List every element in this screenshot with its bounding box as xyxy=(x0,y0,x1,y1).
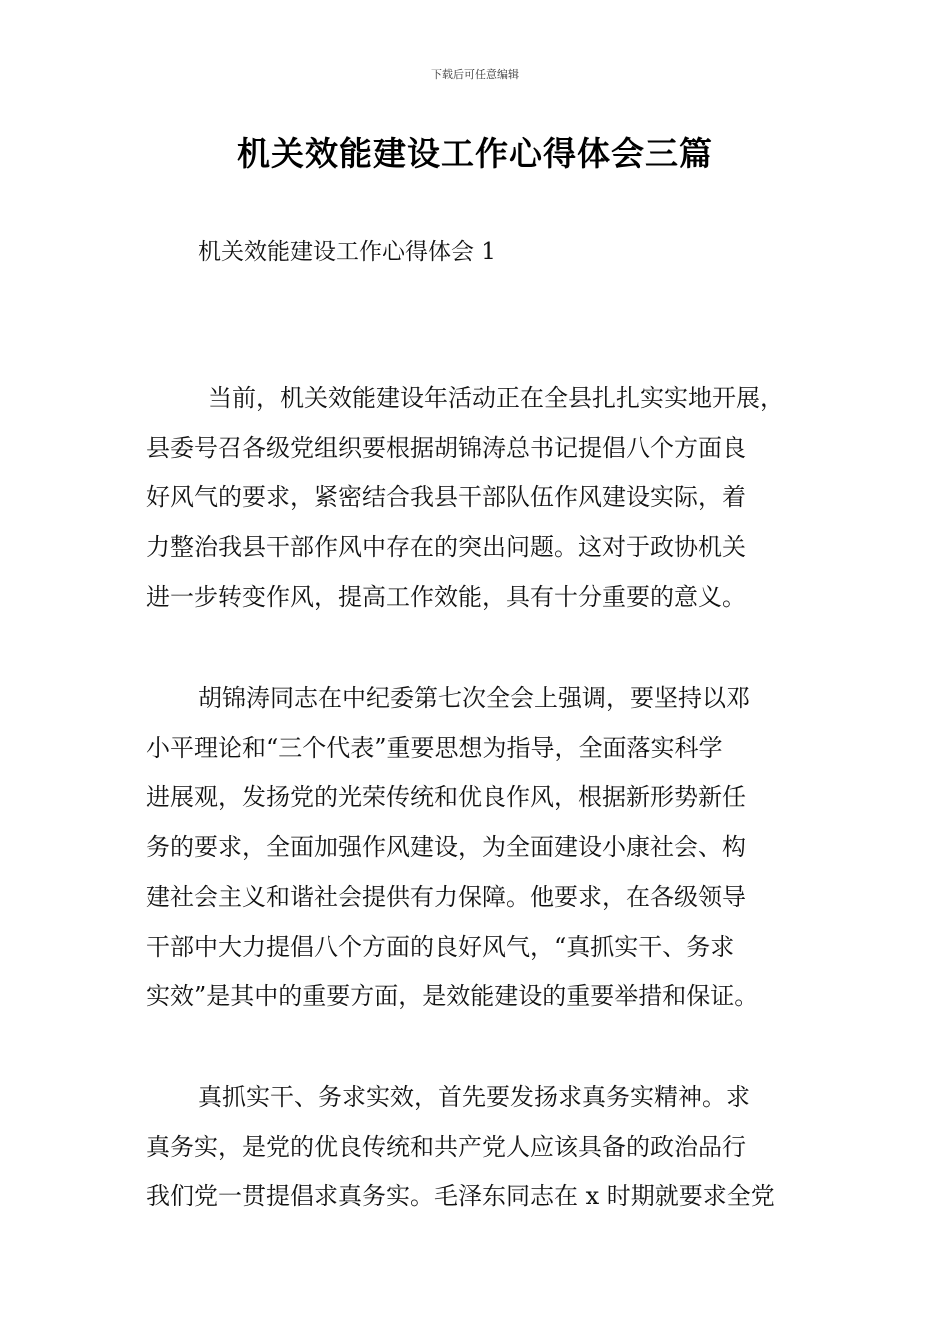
paragraph-line: 小平理论和“三个代表”重要思想为指导，全面落实科学 xyxy=(146,733,723,762)
paragraph-2 xyxy=(146,674,816,1022)
paragraph-line: 真抓实干、务求实效，首先要发扬求真务实精神。求 xyxy=(198,1083,750,1111)
paragraph-line: 务的要求，全面加强作风建设，为全面建设小康社会、构 xyxy=(146,833,746,862)
paragraph-1 xyxy=(146,374,816,623)
paragraph-line: 进一步转变作风，提高工作效能，具有十分重要的意义。 xyxy=(146,582,746,611)
paragraph-line: 实效”是其中的重要方面，是效能建设的重要举措和保证。 xyxy=(146,982,759,1011)
paragraph-line: 当前，机关效能建设年活动正在全县扎扎实实地开展， xyxy=(208,384,784,412)
header-note: 下载后可任意编辑 xyxy=(431,68,519,81)
paragraph-3 xyxy=(146,1073,816,1222)
paragraph-line: 建社会主义和谐社会提供有力保障。他要求，在各级领导 xyxy=(146,882,746,911)
paragraph-line: 干部中大力提倡八个方面的良好风气，“真抓实干、务求 xyxy=(146,932,735,961)
document-title: 机关效能建设工作心得体会三篇 xyxy=(237,134,713,173)
section-heading: 机关效能建设工作心得体会 1 xyxy=(198,239,496,265)
paragraph-line: 力整治我县干部作风中存在的突出问题。这对于政协机关 xyxy=(146,533,746,562)
paragraph-line: 我们党一贯提倡求真务实。毛泽东同志在 x 时期就要求全党 xyxy=(146,1182,775,1211)
paragraph-line: 好风气的要求，紧密结合我县干部队伍作风建设实际，着 xyxy=(146,483,746,512)
paragraph-line: 真务实，是党的优良传统和共产党人应该具备的政治品行 xyxy=(146,1132,746,1161)
paragraph-line: 胡锦涛同志在中纪委第七次全会上强调，要坚持以邓 xyxy=(198,684,750,712)
paragraph-line: 县委号召各级党组织要根据胡锦涛总书记提倡八个方面良 xyxy=(146,433,746,462)
paragraph-line: 进展观，发扬党的光荣传统和优良作风，根据新形势新任 xyxy=(146,783,746,812)
